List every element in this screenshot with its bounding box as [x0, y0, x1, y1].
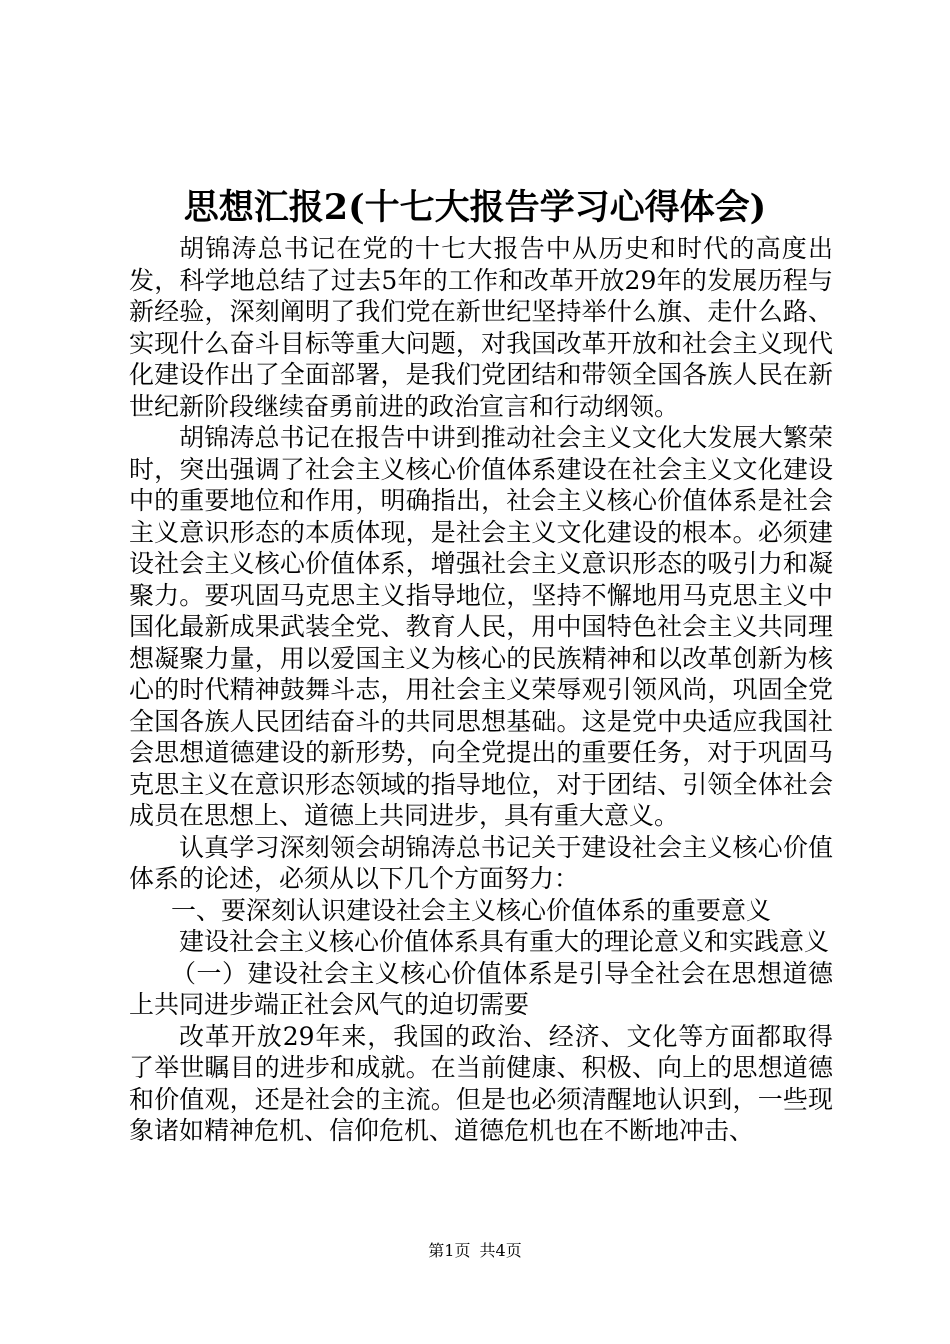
- paragraph-significance: 建设社会主义核心价值体系具有重大的理论意义和实践意义: [179, 927, 830, 956]
- paragraph-intro: 胡锦涛总书记在党的十七大报告中从历史和时代的高度出发，科学地总结了过去5年的工作和改革开放29年的发展历程与新经验，深刻阐明了我们党在新世纪坚持举什么旗、走什么路、实现什么奋斗目标等重大问题，对我国改革开放和社会主义现代化建设作出了全面部署，是我们党团结和带领全国各族人民在新世纪新阶段继续奋勇前进的政治宣言和行动纲领。: [129, 234, 833, 421]
- document-title: 思想汇报2(十七大报告学习心得体会): [183, 187, 767, 228]
- paragraph-reform-achievements: 改革开放29年来，我国的政治、经济、文化等方面都取得了举世瞩目的进步和成就。在当前健康、积极、向上的思想道德和价值观，还是社会的主流。但是也必须清醒地认识到，一些现象诸如精神危机、信仰危机、道德危机也在不断地冲击、: [129, 1021, 833, 1145]
- document-body: [129, 233, 833, 1147]
- paragraph-core-values: 胡锦涛总书记在报告中讲到推动社会主义文化大发展大繁荣时，突出强调了社会主义核心价值体系建设在社会主义文化建设中的重要地位和作用，明确指出，社会主义核心价值体系是社会主义意识形态的本质体现，是社会主义文化建设的根本。必须建设社会主义核心价值体系，增强社会主义意识形态的吸引力和凝聚力。要巩固马克思主义指导地位，坚持不懈地用马克思主义中国化最新成果武装全党、教育人民，用中国特色社会主义共同理想凝聚力量，用以爱国主义为核心的民族精神和以改革创新为核心的时代精神鼓舞斗志，用社会主义荣辱观引领风尚，巩固全党全国各族人民团结奋斗的共同思想基础。这是党中央适应我国社会思想道德建设的新形势，向全党提出的重要任务，对于巩固马克思主义在意识形态领域的指导地位，对于团结、引领全体社会成员在思想上、道德上共同进步，具有重大意义。: [129, 423, 833, 830]
- paragraph-study-requirements: 认真学习深刻领会胡锦涛总书记关于建设社会主义核心价值体系的论述，必须从以下几个方面努力：: [129, 832, 833, 893]
- section-heading-one: 一、要深刻认识建设社会主义核心价值体系的重要意义: [171, 895, 772, 925]
- page-total: 共4页: [479, 1241, 522, 1260]
- page-footer: [0, 1241, 950, 1261]
- subsection-heading-one: （一）建设社会主义核心价值体系是引导全社会在思想道德上共同进步端正社会风气的迫切需要: [129, 958, 833, 1019]
- page-number: 第1页: [428, 1241, 471, 1260]
